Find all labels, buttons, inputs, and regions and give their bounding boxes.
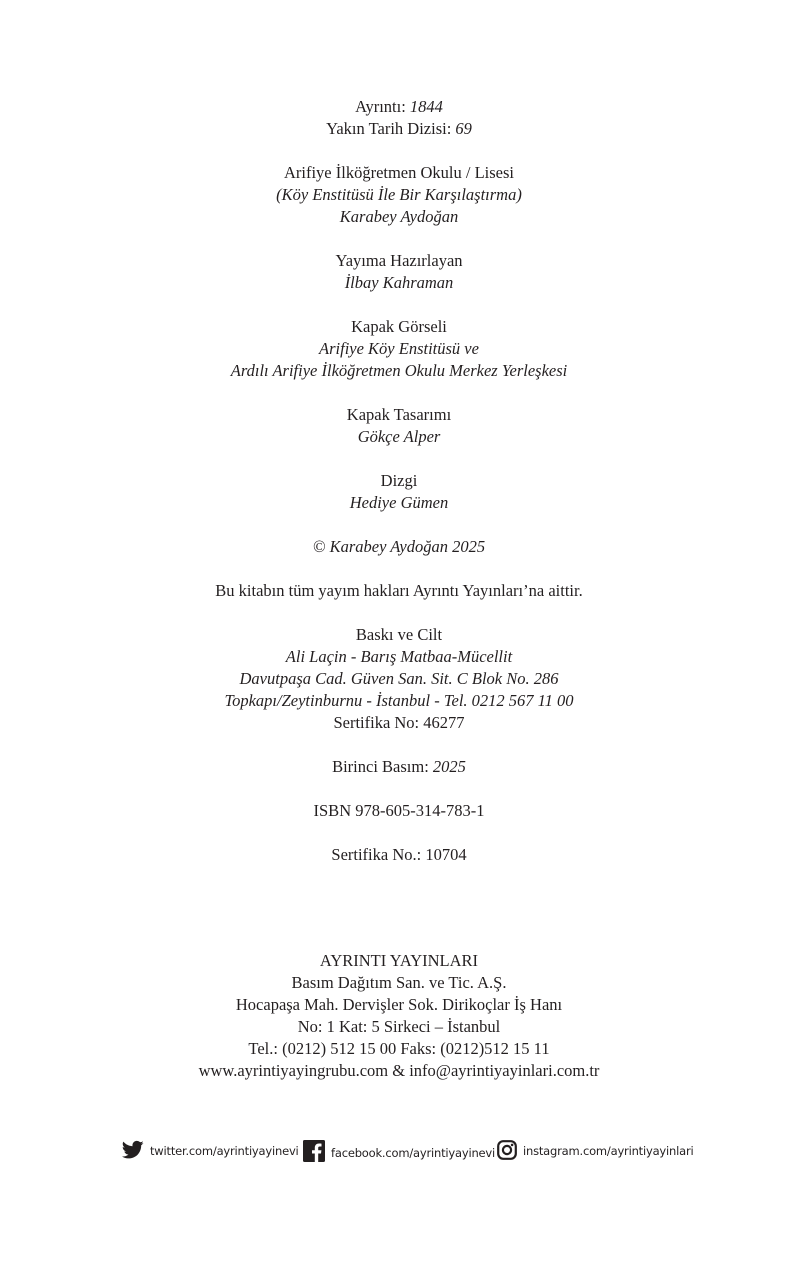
social-links [0,1140,798,1170]
cover-design-label: Kapak Tasarımı [346,405,452,424]
edition-line [0,756,798,778]
cover-image-line-2: Ardılı Arifiye İlköğretmen Okulu Merkez Yerleşkesi [230,361,568,380]
publisher-company: Basım Dağıtım San. ve Tic. A.Ş. [291,973,507,992]
book-info [0,162,798,228]
subseries-number: 69 [455,119,472,138]
twitter-handle: twitter.com/ayrintiyayinevi [150,1144,299,1158]
facebook-link[interactable] [303,1140,495,1162]
credits-block [0,96,798,888]
facebook-icon [303,1140,325,1162]
printer-address-2: Topkapı/Zeytinburnu - İstanbul - Tel. 0212 567 11 00 [224,691,574,710]
certificate-info [0,844,798,866]
edition-info [0,756,798,778]
instagram-link[interactable] [497,1140,693,1160]
twitter-link[interactable] [122,1140,299,1160]
publisher-address-2: No: 1 Kat: 5 Sirkeci – İstanbul [297,1017,501,1036]
publisher-phone: Tel.: (0212) 512 15 00 Faks: (0212)512 15 11 [248,1039,550,1058]
subseries-label: Yakın Tarih Dizisi: [326,119,456,138]
publisher-block [0,950,798,1082]
typesetting-label: Dizgi [380,471,418,490]
rights-info [0,580,798,602]
instagram-handle: instagram.com/ayrintiyayinlari [523,1144,694,1158]
book-subtitle: (Köy Enstitüsü İle Bir Karşılaştırma) [276,185,522,204]
rights-statement: Bu kitabın tüm yayım hakları Ayrıntı Yayınları’na aittir. [215,581,583,600]
cover-image-line-1: Arifiye Köy Enstitüsü ve [319,339,479,358]
cover-designer: Gökçe Alper [357,427,441,446]
series-info [0,96,798,140]
facebook-handle: facebook.com/ayrintiyayinevi [331,1146,496,1160]
series-label: Ayrıntı: [355,97,410,116]
typesetting-info [0,470,798,514]
publisher-address-1: Hocapaşa Mah. Dervişler Sok. Dirikoçlar İş Hanı [235,995,563,1014]
twitter-icon [122,1140,144,1160]
editor-info [0,250,798,294]
cover-image-label: Kapak Görseli [351,317,447,336]
editor-label: Yayıma Hazırlayan [335,251,463,270]
edition-label: Birinci Basım: [332,757,433,776]
cover-image-info [0,316,798,382]
isbn: ISBN 978-605-314-783-1 [313,801,485,820]
editor-name: İlbay Kahraman [344,273,454,292]
instagram-icon [497,1140,517,1160]
book-title: Arifiye İlköğretmen Okulu / Lisesi [283,163,515,182]
series-line-2 [0,118,798,140]
copyright-notice: © Karabey Aydoğan 2025 [312,537,486,556]
print-info [0,624,798,734]
printer-name: Ali Laçin - Barış Matbaa-Mücellit [285,647,513,666]
series-number: 1844 [409,97,443,116]
publisher-name: AYRINTI YAYINLARI [319,951,479,970]
publisher-web: www.ayrintiyayingrubu.com & info@ayrintiyayinlari.com.tr [198,1061,600,1080]
publisher-certificate: Sertifika No.: 10704 [331,845,467,864]
copyright-info [0,536,798,558]
isbn-info [0,800,798,822]
series-line-1 [0,96,798,118]
edition-year: 2025 [432,757,466,776]
print-label: Baskı ve Cilt [355,625,443,644]
printer-certificate: Sertifika No: 46277 [333,713,465,732]
book-author: Karabey Aydoğan [339,207,459,226]
typesetter: Hediye Gümen [349,493,449,512]
printer-address-1: Davutpaşa Cad. Güven San. Sit. C Blok No. 286 [239,669,559,688]
cover-design-info [0,404,798,448]
